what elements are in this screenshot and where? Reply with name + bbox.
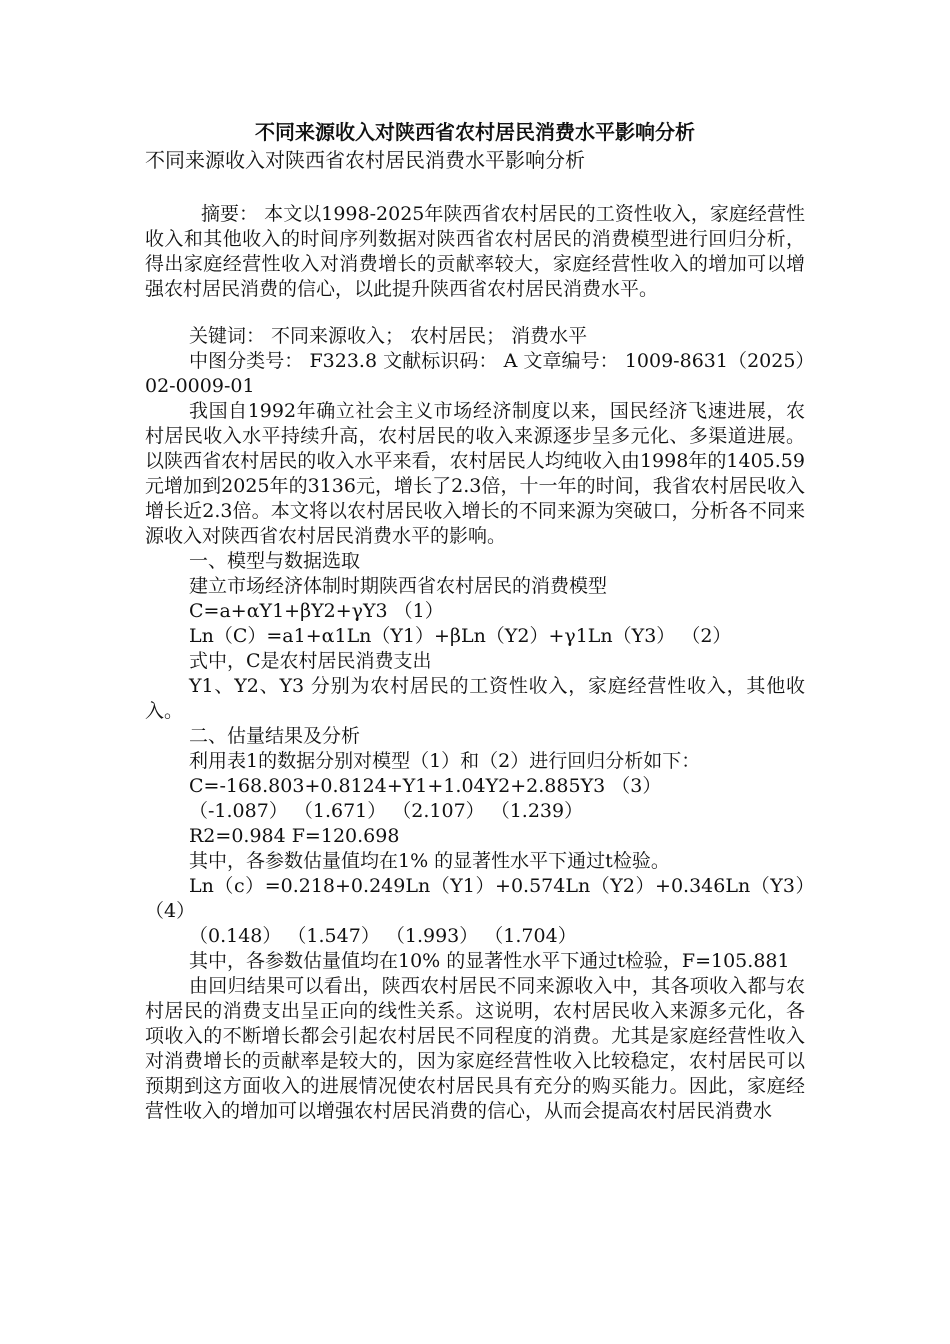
variable-note: Y1、Y2、Y3 分别为农村居民的工资性收入，家庭经营性收入，其他收入。: [145, 675, 805, 722]
t-values-3: （-1.087） （1.671） （2.107） （1.239）: [189, 800, 584, 822]
conclusion-paragraph: 由回归结果可以看出，陕西农村居民不同来源收入中，其各项收入都与农村居民的消费支出呈正向的线性关系。这说明，农村居民收入来源多元化，各项收入的不断增长都会引起农村居民不同程度的消费。尤其是家庭经营性收入对消费增长的贡献率是较大的，因为家庭经营性收入比较稳定，农村居民可以预期到这方面收入的进展情况使农村居民具有充分的购买能力。因此，家庭经营性收入的增加可以增强农村居民消费的信心，从而会提高农村居民消费水: [145, 975, 805, 1122]
t-values-4: （0.148） （1.547） （1.993） （1.704）: [189, 925, 577, 947]
abstract-paragraph: 摘要： 本文以1998-2025年陕西省农村居民的工资性收入，家庭经营性收入和其他收入的时间序列数据对陕西省农村居民的消费模型进行回归分析，得出家庭经营性收入对消费增长的贡献率较大，家庭经营性收入的增加可以增强农村居民消费的信心，以此提升陕西省农村居民消费水平。: [145, 203, 805, 300]
equation-3: C=-168.803+0.8124+Y1+1.04Y2+2.885Y3 （3）: [189, 775, 662, 797]
model-intro: 建立市场经济体制时期陕西省农村居民的消费模型: [189, 575, 608, 597]
spacer: [145, 174, 805, 202]
section-heading-2: 二、估量结果及分析: [189, 725, 361, 747]
significance-note-4: 其中，各参数估量值均在10% 的显著性水平下通过t检验，F=105.881: [189, 950, 790, 972]
regression-intro: 利用表1的数据分别对模型（1）和（2）进行回归分析如下：: [189, 750, 701, 772]
document-title: 不同来源收入对陕西省农村居民消费水平影响分析: [255, 120, 695, 144]
classification-line: 中图分类号： F323.8 文献标识码： A 文章编号： 1009-8631（2025）02-0009-01: [145, 350, 805, 397]
keywords-line: 关键词： 不同来源收入； 农村居民； 消费水平: [189, 325, 588, 347]
significance-note-3: 其中，各参数估量值均在1% 的显著性水平下通过t检验。: [189, 850, 670, 872]
document-subtitle: 不同来源收入对陕西省农村居民消费水平影响分析: [145, 148, 585, 172]
fit-statistics-3: R2=0.984 F=120.698: [189, 825, 400, 847]
equation-2: Ln（C）=a1+α1Ln（Y1）+βLn（Y2）+γ1Ln（Y3） （2）: [189, 625, 732, 647]
document-page: [145, 118, 805, 1124]
section-heading-1: 一、模型与数据选取: [189, 550, 361, 572]
equation-note: 式中，C是农村居民消费支出: [189, 650, 432, 672]
equation-1: C=a+αY1+βY2+γY3 （1）: [189, 600, 444, 622]
intro-paragraph: 我国自1992年确立社会主义市场经济制度以来，国民经济飞速进展，农村居民收入水平持续升高，农村居民的收入来源逐步呈多元化、多渠道进展。以陕西省农村居民的收入水平来看，农村居民人均纯收入由1998年的1405.59元增加到2025年的3136元，增长了2.3倍，十一年的时间，我省农村居民收入增长近2.3倍。本文将以农村居民收入增长的不同来源为突破口，分析各不同来源收入对陕西省农村居民消费水平的影响。: [145, 400, 805, 547]
spacer: [145, 302, 805, 324]
equation-4: Ln（c）=0.218+0.249Ln（Y1）+0.574Ln（Y2）+0.346Ln（Y3）（4）: [145, 875, 805, 922]
